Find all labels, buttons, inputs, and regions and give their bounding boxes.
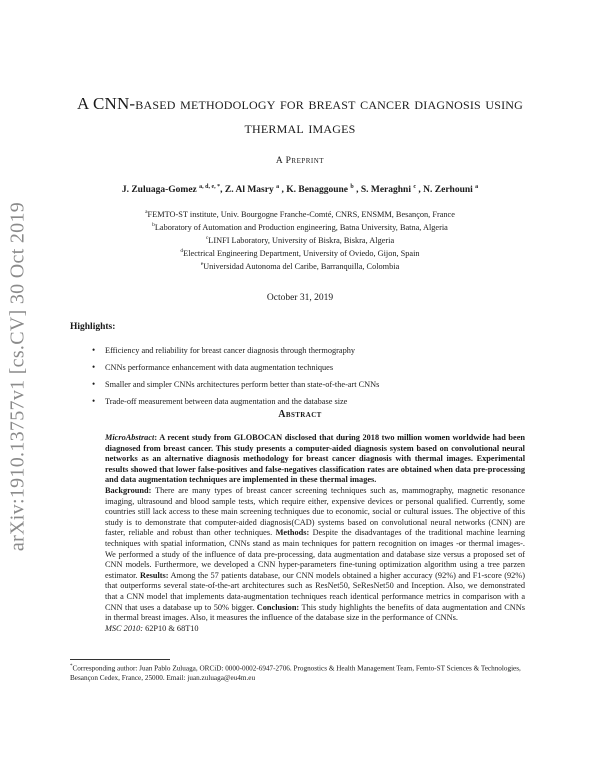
affiliation-line: $^e$Universidad Autonoma del Caribe, Barranquilla, Colombia [200, 260, 400, 271]
conclusion-text: This study highlights the benefits of data augmentation and CNNs in thermal breast images. Also, it measures the influence of the database size in the performance of CNNs. [105, 602, 525, 623]
highlight-item: • CNNs performance enhancement with data augmentation techniques [88, 359, 558, 376]
results-text: Among the 57 patients database, our CNN models obtained a higher accuracy (92%) and F1-score (92%) that outperforms several state-of-the-art architectures such as ResNet50, SeResNet50 and Inception. Also, we demonstrated that a CNN model that implements data-augmentation techniques reach identical performance metrics in comparison with a CNN that uses a database up to 50% bigger. [105, 570, 525, 612]
msc-codes: 62P10 & 68T10 [143, 623, 199, 633]
affiliation-line: $^c$LINFI Laboratory, University of Biskra, Biskra, Algeria [205, 234, 395, 245]
affiliation-list [70, 207, 530, 272]
author: S. Meraghni $^c$ , [360, 184, 424, 196]
highlight-item: • Smaller and simpler CNNs architectures perform better than state-of-the-art CNNs [88, 376, 558, 393]
arxiv-identifier-stamp: arXiv:1910.13757v1 [cs.CV] 30 Oct 2019 [6, 201, 29, 552]
affiliation-line: $^a$FEMTO-ST institute, Univ. Bourgogne Franche-Comté, CNRS, ENSMM, Besançon, France [145, 209, 455, 219]
footnote-mark: * [70, 664, 73, 669]
abstract-body [105, 433, 525, 634]
author-list [50, 184, 550, 195]
highlights-heading: Highlights: [70, 322, 116, 332]
preprint-label: A Preprint [275, 156, 325, 166]
author-affiliation-mark: a [475, 184, 479, 190]
affiliation-line: $^b$Laboratory of Automation and Production engineering, Batna University, Batna, Algeria [152, 221, 448, 232]
footnote-rule [70, 659, 170, 660]
footnote [70, 662, 540, 683]
author-affiliation-mark: c [413, 184, 417, 190]
author-affiliation-mark: b [350, 184, 354, 190]
highlight-item: • Efficiency and reliability for breast cancer diagnosis through thermography [88, 342, 558, 359]
results-label: Results: [139, 570, 169, 580]
structured-abstract [105, 486, 525, 624]
msc-label: MSC 2010: [105, 623, 144, 633]
author: K. Benaggoune $^b$ , [286, 184, 361, 196]
abstract-heading: Abstract [278, 409, 322, 420]
background-text: There are many types of breast cancer screening techniques such as, mammography, magnetic resonance imaging, ultrasound and blood sample tests, which require either, expensive devices or personal qualified. Currently, some countries still lack access to these main screening techniques due to economic, social or cultural issues. The objective of this study is to demonstrate that computer-aided diagnosis(CAD) systems based on convolutional neural networks (CNN) are faster, reliable and robust than other techniques. [105, 485, 525, 538]
msc-classification [105, 624, 525, 635]
author-affiliation-mark: a [276, 184, 280, 190]
footnote-text: Corresponding author: Juan Pablo Zuluaga, ORCiD: 0000-0002-6947-2706. Prognostics & Health Management Team, Femto-ST Sciences & Technologies, Besançon Cedex, France, 25000. Email: juan.zuluaga@eu4m.eu [70, 664, 521, 683]
affiliation-line: $^d$Electrical Engineering Department, University of Oviedo, Gijon, Spain [180, 247, 420, 258]
highlight-item: • Trade-off measurement between data augmentation and the database size [88, 393, 558, 410]
publication-date: October 31, 2019 [266, 293, 334, 303]
background-label: Background: [105, 485, 152, 495]
author: J. Zuluaga-Gomez $^{a, d, e, *}$, [121, 184, 225, 196]
micro-abstract-text: : A recent study from GLOBOCAN disclosed that during 2018 two million women worldwide had been diagnosed from breast cancer. This study presents a computer-aided diagnosis system based on convolutional neural networks as an alternative diagnosis methodology for breast cancer diagnosis with thermal images. Experimental results showed that lower false-positives and false-negatives classification rates are obtained when data pre-processing and data augmentation techniques are implemented in these thermal images. [105, 433, 525, 485]
methods-label: Methods: [275, 528, 310, 538]
paper-title: A CNN-based methodology for breast cancer diagnosis using thermal images [76, 94, 524, 137]
highlights-list [88, 342, 558, 410]
author-affiliation-mark: a, d, e, * [199, 184, 221, 190]
author: Z. Al Masry $^a$ , [224, 184, 287, 196]
author: N. Zerhouni $^a$ [423, 184, 479, 196]
conclusion-label: Conclusion: [256, 602, 300, 612]
micro-abstract [105, 433, 525, 486]
micro-abstract-label: MicroAbstract [105, 433, 155, 442]
methods-text: Despite the disadvantages of the traditional machine learning techniques with spatial information, CNNs stand as main techniques for pattern recognition on images -or thermal images-. We performed a study of the influence of data pre-processing, data augmentation and database size versus a proposed set of CNN models. Furthermore, we developed a CNN hyper-parameters fine-tuning optimization algorithm using a tree parzen estimator. [105, 528, 525, 580]
